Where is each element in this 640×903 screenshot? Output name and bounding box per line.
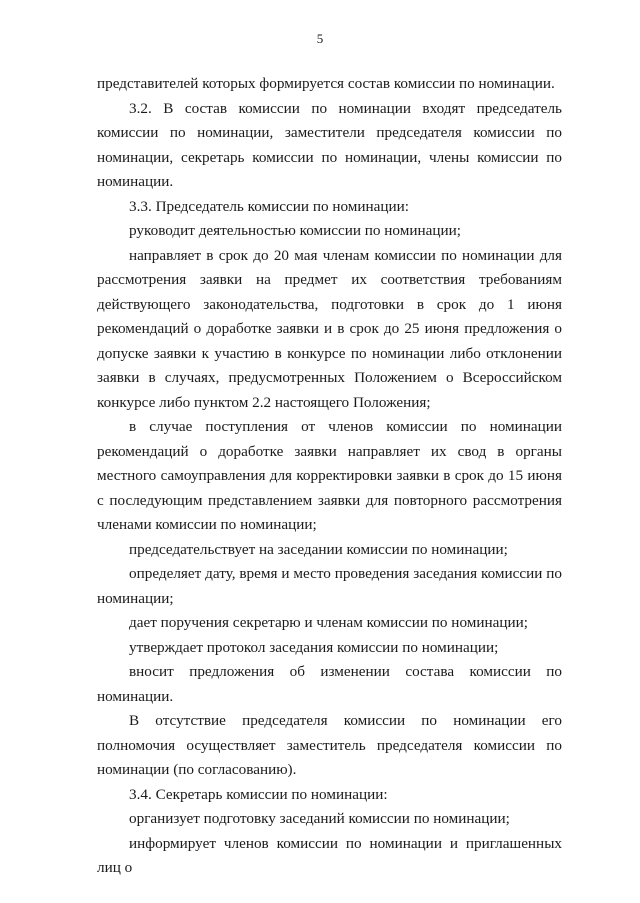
paragraph: определяет дату, время и место проведения заседания комиссии по номинации; — [97, 565, 562, 607]
paragraph: вносит предложения об изменении состава комиссии по номинации. — [97, 663, 562, 705]
paragraph: представителей которых формируется состав комиссии по номинации. — [97, 75, 555, 92]
paragraph-3-3-heading: 3.3. Председатель комиссии по номинации: — [129, 197, 409, 215]
paragraph: в случае поступления от членов комиссии по номинации рекомендаций о доработке заявки направляет их свод в органы местного самоуправления для корректировки заявки в срок до 15 июня с последующим представлением заявки для повторного рассмотрения членами комиссии по номинации; — [97, 418, 562, 533]
paragraph: председательствует на заседании комиссии по номинации; — [129, 540, 508, 558]
paragraph: организует подготовку заседаний комиссии по номинации; — [129, 810, 510, 827]
paragraph: направляет в срок до 20 мая членам комиссии по номинации для рассмотрения заявки на предмет их соответствия требованиям действующего законодательства, подготовки в срок до 1 июня рекомендаций о доработке заявки и в срок до 25 июня предложения о допуске заявки к участию в конкурсе по номинации либо отклонении заявки в случаях, предусмотренных Положением о Всероссийском конкурсе либо пунктом 2.2 настоящего Положения; — [97, 246, 562, 411]
paragraph: В отсутствие председателя комиссии по номинации его полномочия осуществляет заместитель председателя комиссии по номинации (по согласованию). — [97, 712, 562, 778]
document-body — [97, 72, 562, 881]
paragraph: руководит деятельностью комиссии по номинации; — [129, 222, 461, 239]
paragraph: дает поручения секретарю и членам комиссии по номинации; — [129, 614, 528, 631]
paragraph: информирует членов комиссии по номинации и приглашенных лиц о — [97, 834, 562, 876]
paragraph-3-4-heading: 3.4. Секретарь комиссии по номинации: — [129, 785, 388, 803]
page-number: 5 — [316, 31, 324, 46]
paragraph: утверждает протокол заседания комиссии по номинации; — [129, 638, 499, 656]
paragraph-3-2: 3.2. В состав комиссии по номинации входят председатель комиссии по номинации, заместители председателя комиссии по номинации, секретарь комиссии по номинации, члены комиссии по номинации. — [97, 99, 562, 190]
